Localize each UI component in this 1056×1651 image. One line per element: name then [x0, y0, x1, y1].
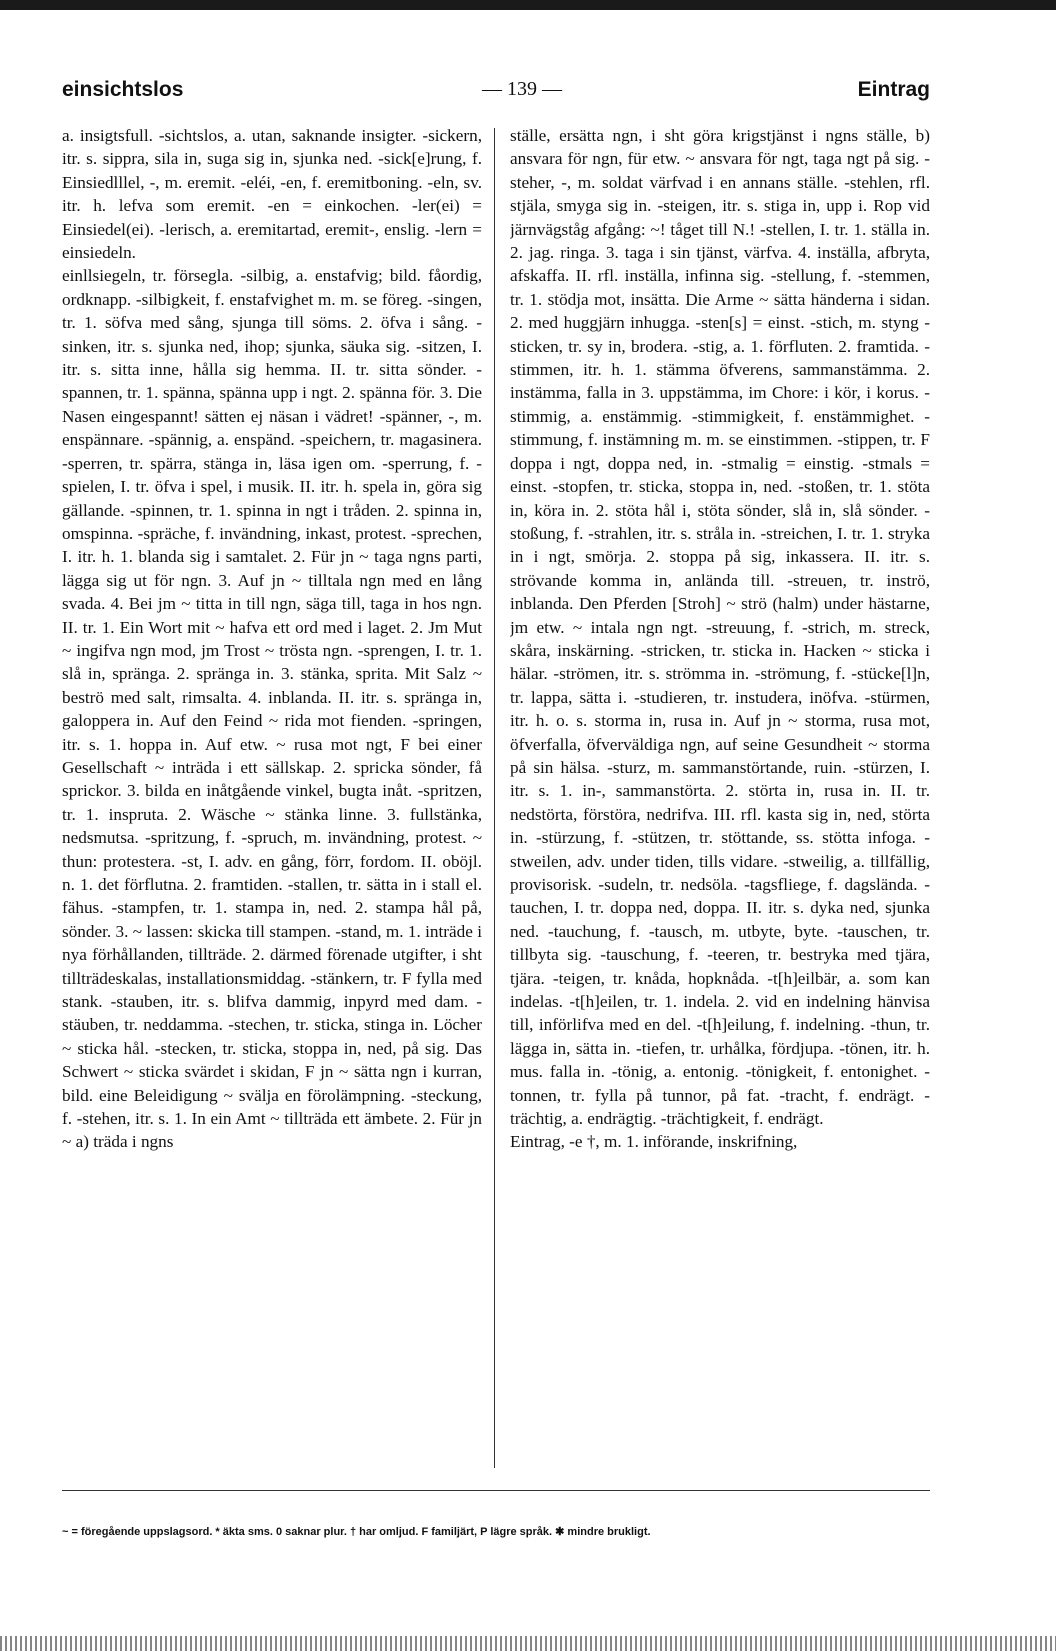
page-number: — 139 —	[482, 78, 562, 100]
scan-top-edge	[0, 0, 1056, 10]
left-entry-block-2: einllsiegeln, tr. försegla. -silbig, a. enstafvig; bild. fåordig, ordknapp. -silbigkeit, f. enstafvighet m. m. se föreg. -singen, tr. 1. söfva med sång, sjunga till söms. 2. öfva i sång. -sinken, itr. s. sjunka ned, ihop; sjunka, säuka sig. -sitzen, I. itr. s. sitta inne, hålla sig hemma. II. tr. sitta sönder. -spannen, tr. 1. spänna, spänna upp i ngt. 2. spänna för. 3. Die Nasen eingespannt! sätten ej näsan i vädret! -spänner, -, m. enspännare. -spännig, a. enspänd. -speichern, tr. magasinera. -sperren, tr. spärra, stänga in, läsa igen om. -sperrung, f. -spielen, I. tr. öfva i spel, i musik. II. itr. h. spela in, göra sig gällande. -spinnen, tr. 1. spinna in ngt i tråden. 2. spinna in, omspinna. -spräche, f. invändning, inkast, protest. -sprechen, I. itr. h. 1. blanda sig i samtalet. 2. Für jn ~ taga ngns parti, lägga sig ut för ngn. 3. Auf jn ~ tilltala ngn med en lång svada. 4. Bei jm ~ titta in till ngn, säga till, taga in hos ngn. II. tr. 1. Ein Wort mit ~ hafva ett ord med i laget. 2. Jm Mut ~ ingifva ngn mod, jm Trost ~ trösta ngn. -sprengen, I. tr. 1. slå in, spränga. 2. spränga in. 3. stänka, sprita. Mit Salz ~ beströ med salt, rimsalta. 4. inblanda. II. itr. s. spränga in, galoppera in. Auf den Feind ~ rida mot fienden. -springen, itr. s. 1. hoppa in. Auf etw. ~ rusa mot ngt, F bei einer Gesellschaft ~ inträda i ett sällskap. 2. spricka sönder, få sprickor. 3. bilda en inåtgående vinkel, bugta inåt. -spritzen, tr. 1. insprutа. 2. Wäsche ~ stänka linne. 3. fullstänka, nedsmutsa. -spritzung, f. -spruch, m. invändning, protest. ~ thun: protestera. -st, I. adv. en gång, förr, fordom. II. oböjl. n. 1. det förflutna. 2. framtiden. -stallen, tr. sätta in i stall el. fähus. -stampfen, tr. 1. stampa in, ned. 2. stampa hål på, sönder. 3. ~ lassen: skicka till stampen. -stand, m. 1. inträde i nya förhållanden, tillträde. 2. därmed förenade utgifter, i sht tillträdeskalas, installationsmiddag. -stänkern, tr. F fylla med stank. -stauben, itr. s. blifva dammig, inpyrd med dam. -stäuben, tr. neddamma. -stechen, tr. sticka, stinga in. Löcher ~ sticka hål. -stecken, tr. sticka, stoppa in, ned, på sig. Das Schwert ~ sticka svärdet i skidan, F jn ~ sätta ngn i kurran, bild. eine Beleidigung ~ svälja en förolämpning. -steckung, f. -stehen, itr. s. 1. In ein Amt ~ tillträda ett ämbete. 2. Für jn ~ a) träda i ngns	[62, 266, 482, 1152]
right-entry-block-1: ställe, ersätta ngn, i sht göra krigstjänst i ngns ställe, b) ansvara för ngn, für etw. ~ ansvara för ngt, taga ngt på sig. -steher, -, m. soldat värfvad i en annans ställe. -stehlen, rfl. stjäla, smyga sig in. -steigen, itr. s. stiga in, upp i. Rop vid järnvägståg afgång: ~! tåget till N.! -stellen, I. tr. 1. ställa in. 2. jag. ringa. 3. taga i sin tjänst, värfva. 4. inställa, afbryta, afskaffa. II. rfl. inställa, infinna sig. -stellung, f. -stemmen, tr. 1. stödja mot, insätta. Die Arme ~ sätta händerna i sidan. 2. med huggjärn inhugga. -sten[s] = einst. -stich, m. styng -sticken, tr. sy in, brodera. -stig, a. 1. förfluten. 2. framtida. -stimmen, itr. h. 1. stämma öfverens, sammanstämma. 2. instämma, falla in 3. uppstämma, im Chore: i kör, i korus. -stimmig, a. enstämmig. -stimmigkeit, f. enstämmighet. -stimmung, f. instämning m. m. se einstimmen. -stippen, tr. F doppa i ngt, doppa ned, in. -stmalig = einstig. -stmals = einst. -stopfen, tr. sticka, stoppa in, ned. -stoßen, tr. 1. stöta in, köra in. 2. stöta hål i, stöta sönder, slå in, slå sönder. -stoßung, f. -strahlen, itr. s. stråla in. -streichen, I. tr. 1. stryka in i ngt, smörja. 2. stoppa på sig, inkassera. II. itr. s. strövande komma in, anlända till. -streuen, tr. inströ, inblanda. Den Pferden [Stroh] ~ strö (halm) under hästarne, jm etw. ~ intala ngn ngt. -streuung, f. -strich, m. streck, skåra, inskärning. -stricken, tr. sticka in. Hacken ~ sticka i hälar. -strömen, itr. s. strömma in. -strömung, f. -stücke[l]n, tr. lappa, sätta i. -studieren, tr. instudera, inöfva. -stürmen, itr. h. o. s. storma in, rusa in. Auf jn ~ storma, rusa mot, öfverfalla, öfverväldiga ngn, auf seine Gesundheit ~ storma på sin hälsa. -sturz, m. sammanstörtande, ruin. -stürzen, I. itr. s. 1. in-, sammanstörta. 2. störta in, rusa in. II. tr. nedstörta, förstöra, nedrifva. III. rfl. kasta sig in, ned, störta in. -stürzung, f. -stützen, tr. stöttande, ss. stötta infoga. -stweilen, adv. under tiden, tills vidare. -stweilig, a. tillfällig, provisorisk. -sudeln, tr. nedsöla. -tagsfliege, f. dagslända. -tauchen, I. tr. doppa ned, doppa. II. itr. s. dyka ned, sjunka ned. -tauchung, f. -tausch, m. utbyte, byte. -tauschen, tr. tillbyta sig. -tauschung, f. -teeren, tr. bestryka med tjära, tjära. -teigen, tr. knåda, hopknåda. -t[h]eilbär, a. som kan indelas. -t[h]eilen, tr. 1. indela. 2. vid en indelning hänvisa till, införlifva med en del. -t[h]eilung, f. indelning. -thun, tr. lägga in, sätta in. -tiefen, tr. urhålka, fördjupa. -tönen, itr. h. mus. falla in. -tönig, a. entonig. -tönigkeit, f. entonighet. -tonnen, tr. fylla på tunnor, på fat. -tracht, f. endrägt. -trächtig, a. endrägtig. -trächtigkeit, f. endrägt.	[510, 126, 930, 1129]
scan-bottom-edge	[0, 1636, 1056, 1651]
left-guide-word: einsichtslos	[62, 78, 184, 101]
right-guide-word: Eintrag	[857, 78, 930, 101]
left-entry-block-1: a. insigtsfull. -sichtslos, a. utan, saknande insigter. -sickern, itr. s. sippra, sila in, suga sig in, sjunka ned. -sick[e]rung, f. Einsiedlllel, -, m. eremit. -eléi, -en, f. eremitboning. -eln, sv. itr. h. lefva som eremit. -en = einkochen. -ler(ei) = Einsiedel(ei). -lerisch, a. eremitartad, eremit-, enslig. -lern = einsiedeln.	[62, 126, 482, 263]
abbreviation-legend: ~ = föregående uppslagsord. * äkta sms. 0 saknar plur. † har omljud. F familjärt, P lägre språk. ✱ mindre brukligt.	[62, 1526, 651, 1538]
footer-rule	[62, 1490, 930, 1491]
column-divider	[494, 128, 495, 1468]
page-header	[62, 78, 930, 108]
left-column	[62, 124, 482, 1469]
right-column	[510, 124, 930, 1469]
right-entry-block-2: Eintrag, -e †, m. 1. införande, inskrifning,	[510, 1132, 798, 1152]
